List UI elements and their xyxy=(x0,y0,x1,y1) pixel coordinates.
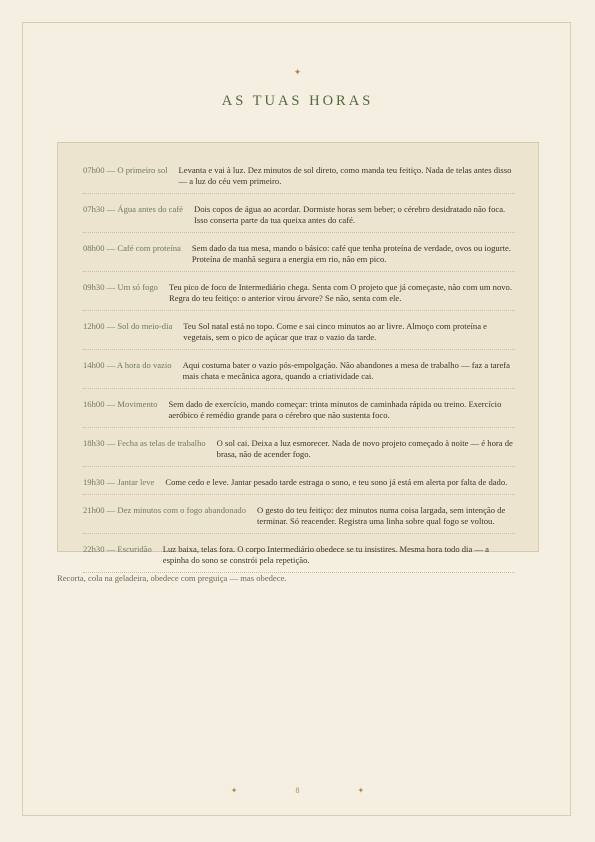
schedule-description: Levanta e vai à luz. Dez minutos de sol direto, como manda teu feitiço. Nada de telas antes disso — a luz do céu vem primeiro. xyxy=(178,165,512,186)
schedule-row xyxy=(83,350,515,389)
schedule-time: 16h00 — Movimento xyxy=(83,399,158,409)
star-ornament-icon: ✦ xyxy=(293,68,302,78)
schedule-time: 12h00 — Sol do meio-dia xyxy=(83,321,173,331)
schedule-row xyxy=(83,389,515,428)
schedule-row xyxy=(83,311,515,350)
schedule-row xyxy=(83,495,515,534)
schedule-description: Sem dado da tua mesa, mando o básico: café que tenha proteína de verdade, ovos ou iogurte. Proteína de manhã segura a energia em rio, não em pico. xyxy=(191,243,511,264)
schedule-time: 08h00 — Café com proteína xyxy=(83,243,181,253)
schedule-time: 07h30 — Água antes do café xyxy=(83,204,183,214)
schedule-row xyxy=(83,233,515,272)
schedule-row xyxy=(83,428,515,467)
schedule-row xyxy=(83,194,515,233)
schedule-description: Dois copos de água ao acordar. Dormiste horas sem beber; o cérebro desidratado não foca. Isso conserta parte da tua queixa antes do café. xyxy=(194,204,506,225)
schedule-row xyxy=(83,534,515,573)
star-ornament-icon: ✦ xyxy=(230,786,238,795)
page-number: 8 xyxy=(295,786,300,795)
schedule-time: 07h00 — O primeiro sol xyxy=(83,165,168,175)
schedule-time: 14h00 — A hora do vazio xyxy=(83,360,172,370)
schedule-row xyxy=(83,155,515,194)
schedule-description: Aqui costuma bater o vazio pós-empolgação. Não abandones a mesa de trabalho — faz a tarefa mais chata e mecânica agora, quando a criatividade cai. xyxy=(182,360,510,381)
schedule-time: 21h00 — Dez minutos com o fogo abandonado xyxy=(83,505,247,515)
page-title: AS TUAS HORAS xyxy=(221,93,374,109)
schedule-description: O sol cai. Deixa a luz esmorecer. Nada de novo projeto começado à noite — é hora de brasa, não de acender fogo. xyxy=(216,438,513,459)
schedule-description: O gesto do teu feitiço: dez minutos numa coisa largada, sem intenção de terminar. Só reacender. Registra uma linha sobre qual fogo se voltou. xyxy=(257,505,506,526)
star-ornament-icon: ✦ xyxy=(357,786,365,795)
page-footer xyxy=(0,786,595,795)
schedule-panel xyxy=(57,142,539,565)
schedule-time: 09h30 — Um só fogo xyxy=(83,282,158,292)
schedule-time: 22h30 — Escuridão xyxy=(83,544,152,554)
schedule-description: Sem dado de exercício, mando começar: trinta minutos de caminhada rápida ou treino. Exercício aeróbico é remédio grande para o cérebro que não sustenta foco. xyxy=(168,399,502,420)
schedule-time: 18h30 — Fecha as telas de trabalho xyxy=(83,438,206,448)
schedule-description: Luz baixa, telas fora. O corpo Intermediário obedece se tu insistires. Mesma hora todo dia — a espinha do sono se constrói pela repetição. xyxy=(162,544,489,565)
footnote: Recorta, cola na geladeira, obedece com preguiça — mas obedece. xyxy=(57,573,287,583)
schedule-row xyxy=(83,467,515,495)
schedule-description: Teu pico de foco de Intermediário chega. Senta com O projeto que já começaste, não com um novo. Regra do teu feitiço: o anterior virou árvore? Se não, senta com ele. xyxy=(168,282,512,303)
schedule-description: Teu Sol natal está no topo. Come e sai cinco minutos ao ar livre. Almoço com proteína e vegetais, sem o pico de açúcar que traz o vazio da tarde. xyxy=(183,321,487,342)
schedule-row xyxy=(83,272,515,311)
schedule-time: 19h30 — Jantar leve xyxy=(83,477,155,487)
schedule-description: Come cedo e leve. Jantar pesado tarde estraga o sono, e teu sono já está em alerta por falta de dado. xyxy=(165,477,508,487)
schedule-list xyxy=(83,155,515,573)
